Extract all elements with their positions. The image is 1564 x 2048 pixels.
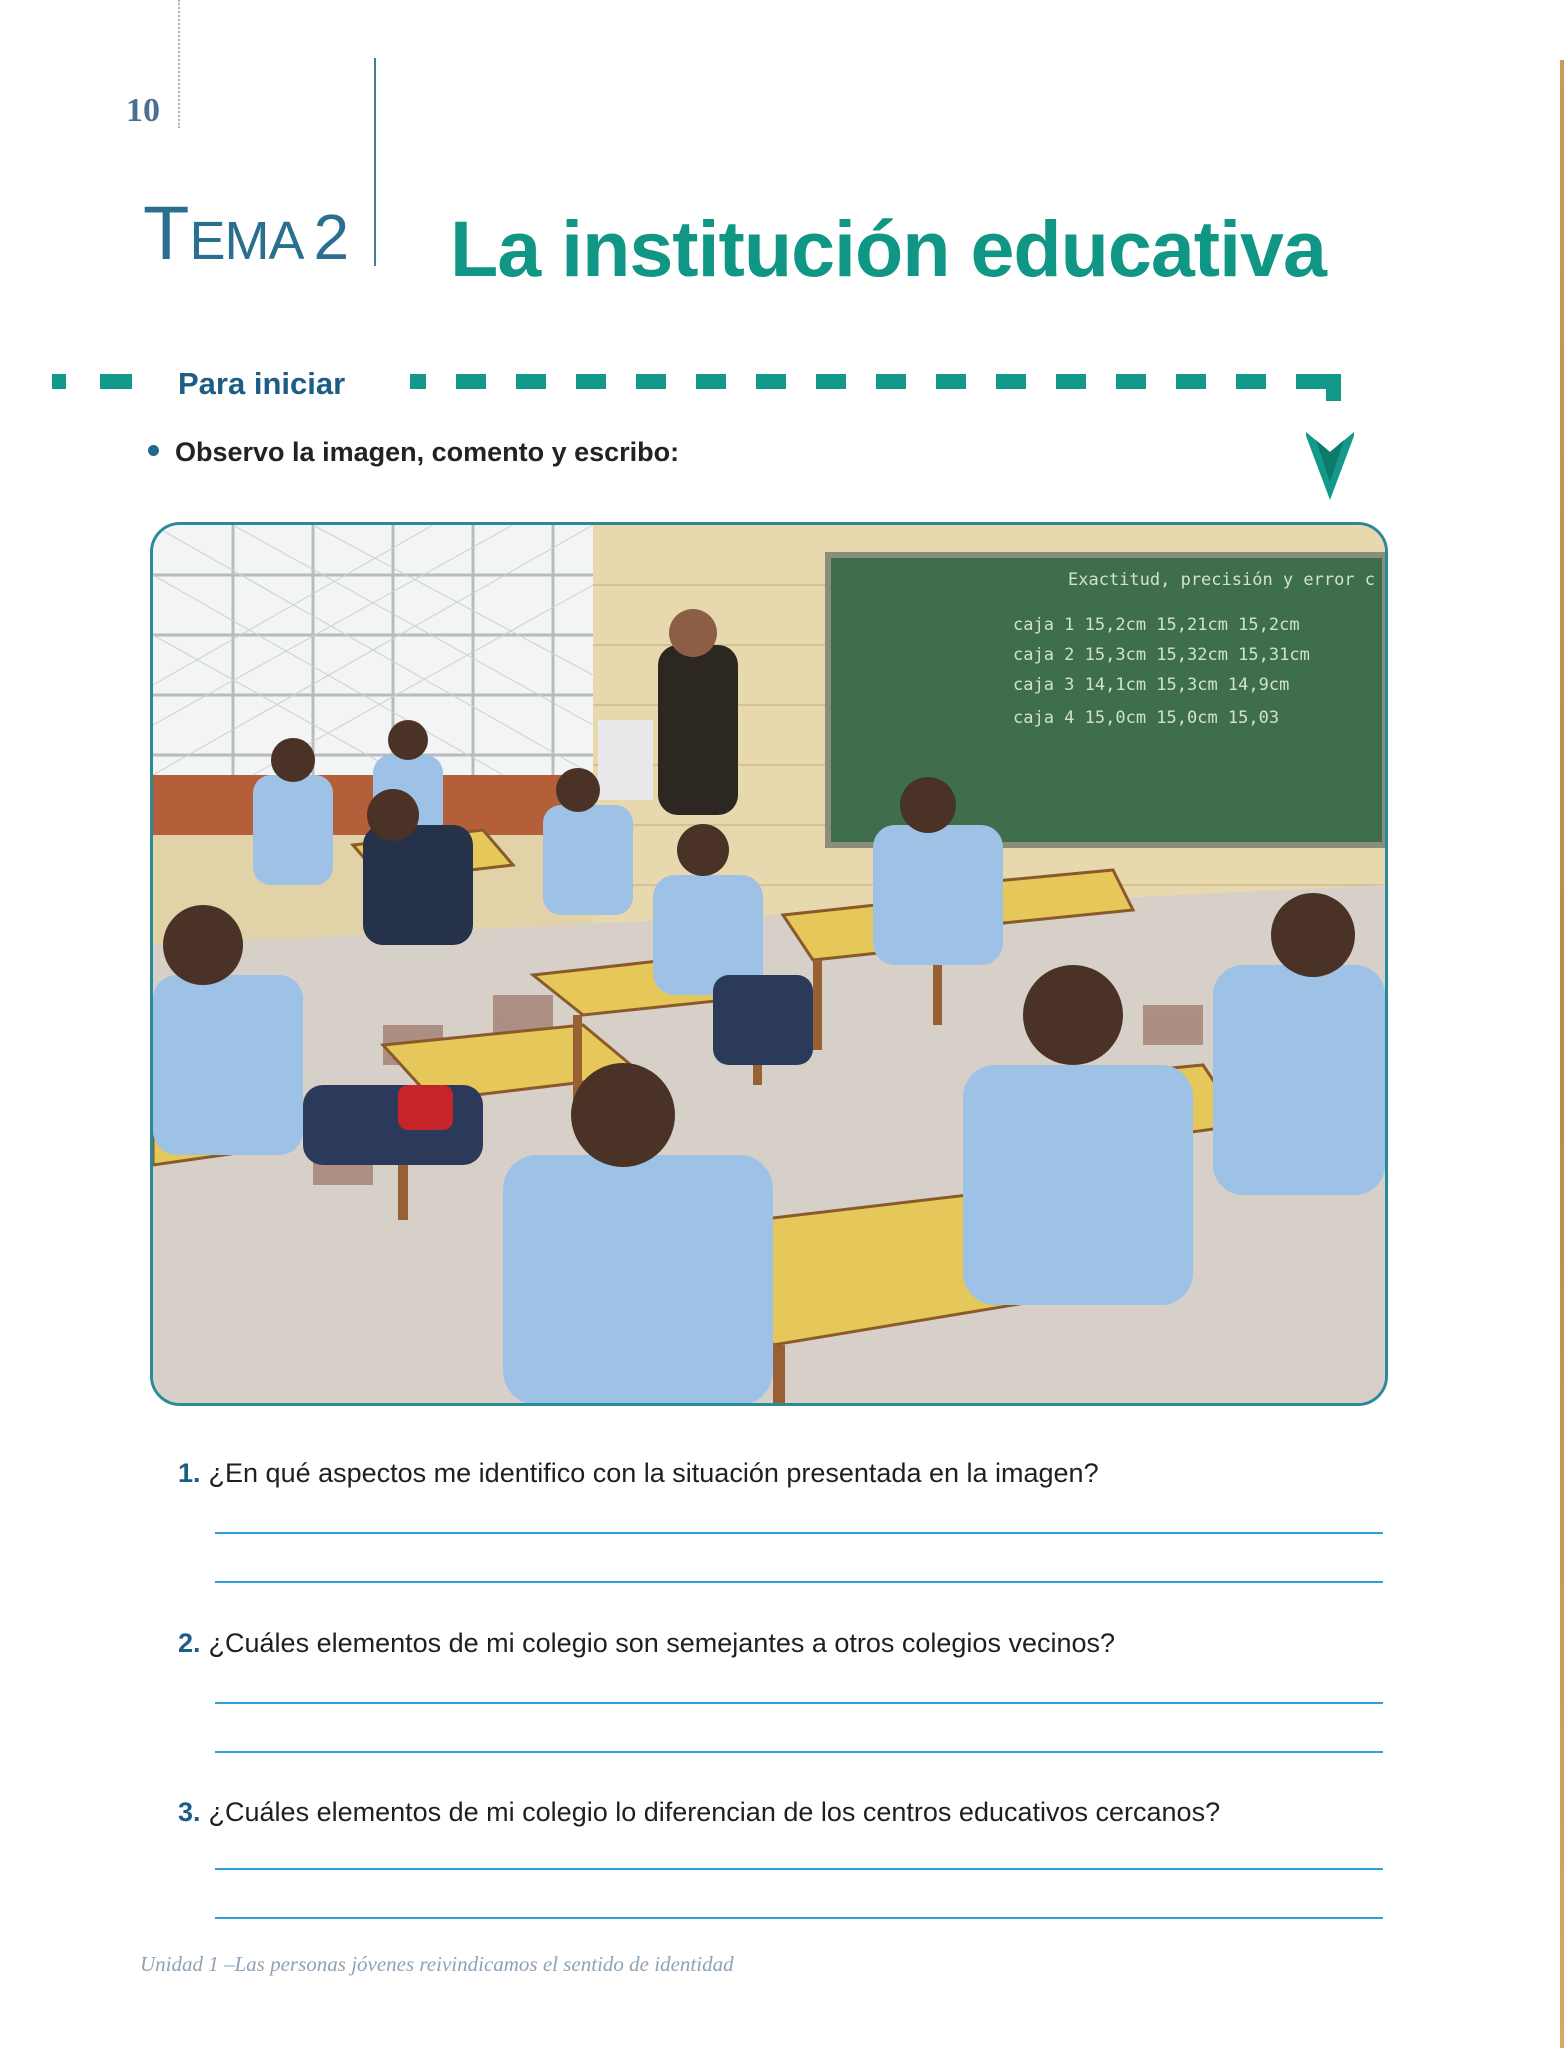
section-label: Para iniciar	[178, 366, 346, 401]
tema-number: 2	[313, 201, 350, 273]
blackboard-line: caja 2 15,3cm 15,32cm 15,31cm	[1013, 645, 1310, 665]
dash-segment	[1176, 374, 1206, 389]
question-3	[178, 1797, 1220, 1828]
dash-segment	[1056, 374, 1086, 389]
answer-line[interactable]	[215, 1581, 1383, 1583]
answer-line[interactable]	[215, 1532, 1383, 1534]
answer-line[interactable]	[215, 1868, 1383, 1870]
dash-segment	[516, 374, 546, 389]
dash-segment	[576, 374, 606, 389]
dash-segment	[52, 374, 66, 389]
question-text: ¿Cuáles elementos de mi colegio son semejantes a otros colegios vecinos?	[208, 1628, 1116, 1658]
page-number: 10	[126, 92, 160, 129]
title-divider	[374, 58, 376, 266]
question-number: 3.	[178, 1797, 201, 1827]
dotted-margin-line	[178, 0, 180, 128]
tema-label	[143, 191, 350, 276]
dash-segment	[1236, 374, 1266, 389]
dash-segment	[456, 374, 486, 389]
instruction	[148, 437, 679, 468]
blackboard-line: caja 1 15,2cm 15,21cm 15,2cm	[1013, 615, 1300, 635]
dash-segment	[1296, 374, 1326, 389]
question-1	[178, 1458, 1099, 1489]
dash-segment	[996, 374, 1026, 389]
answer-line[interactable]	[215, 1751, 1383, 1753]
answer-line[interactable]	[215, 1917, 1383, 1919]
dash-segment	[696, 374, 726, 389]
answer-line[interactable]	[215, 1702, 1383, 1704]
question-number: 2.	[178, 1628, 201, 1658]
classroom-photo	[150, 522, 1388, 1406]
dash-segment	[636, 374, 666, 389]
blackboard-line: caja 3 14,1cm 15,3cm 14,9cm	[1013, 675, 1290, 695]
tema-label-rest: EMA	[189, 211, 304, 271]
page-title: La institución educativa	[450, 204, 1326, 293]
arrow-down-icon	[1306, 432, 1354, 500]
question-text: ¿En qué aspectos me identifico con la situación presentada en la imagen?	[208, 1458, 1099, 1488]
dash-segment	[410, 374, 426, 389]
question-2	[178, 1628, 1115, 1659]
blackboard-line: caja 4 15,0cm 15,0cm 15,03	[1013, 708, 1280, 728]
question-text: ¿Cuáles elementos de mi colegio lo diferencian de los centros educativos cercanos?	[208, 1797, 1221, 1827]
blackboard-line: Exactitud, precisión y error c	[1068, 570, 1376, 590]
instruction-text: Observo la imagen, comento y escribo:	[175, 437, 680, 467]
dash-segment	[816, 374, 846, 389]
question-number: 1.	[178, 1458, 201, 1488]
page-edge-strip	[1560, 60, 1564, 2048]
dash-segment	[936, 374, 966, 389]
bullet-icon	[148, 445, 159, 456]
dash-segment	[100, 374, 132, 389]
tema-label-initial: T	[143, 191, 190, 276]
dash-segment	[756, 374, 786, 389]
dash-segment	[876, 374, 906, 389]
page-footer: Unidad 1 –Las personas jóvenes reivindicamos el sentido de identidad	[140, 1952, 734, 1976]
dash-corner	[1326, 374, 1341, 401]
dash-segment	[1116, 374, 1146, 389]
